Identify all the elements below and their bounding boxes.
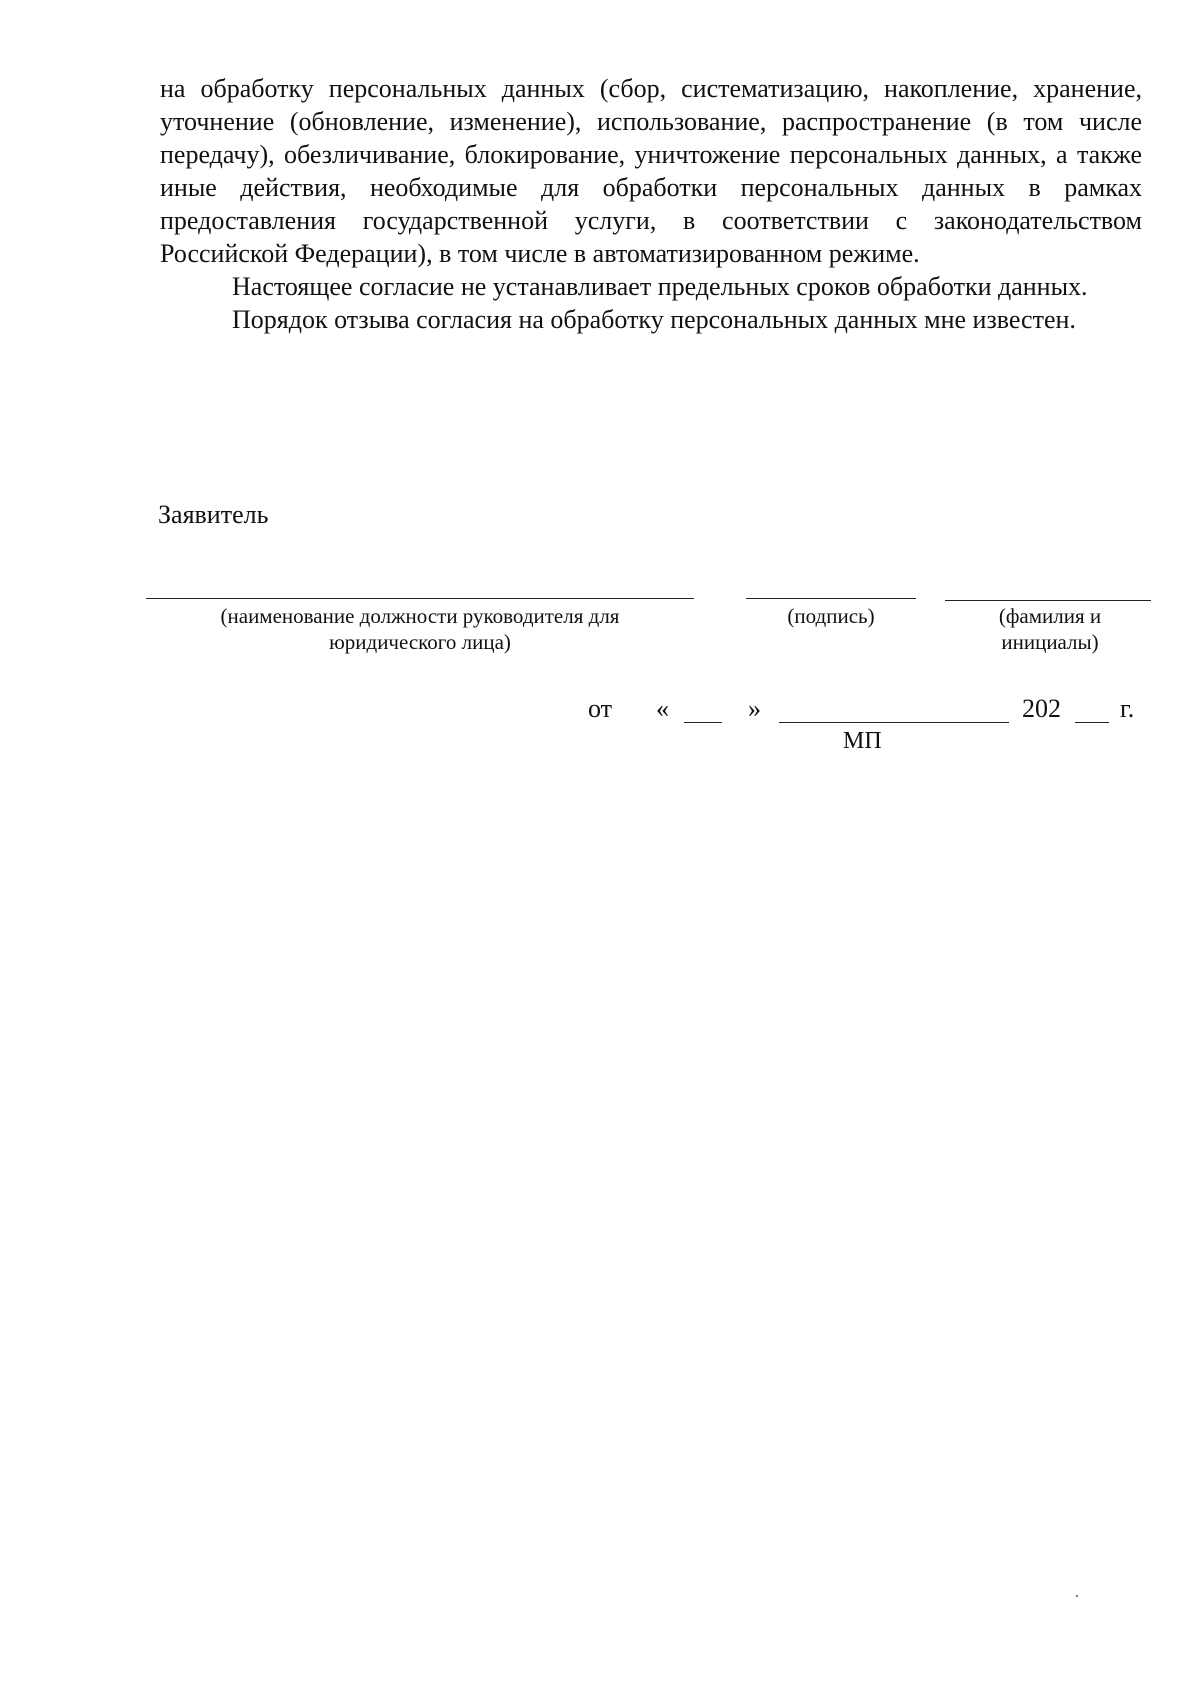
paragraph-processing-scope: на обработку персональных данных (сбор, систематизацию, накопление, хранение, уточнение (обновление, изменение), использование, распространение (в том числе передачу), обезличивание, блокирование, уничтожение персональных данных, а также иные действия, необходимые для обработки персональных данных в рамках предоставления государственной услуги, в соответствии с законодательством Российской Федерации), в том числе в автоматизированном режиме.	[160, 74, 1142, 268]
scan-speck	[1076, 1595, 1078, 1597]
name-line	[945, 600, 1151, 601]
applicant-label: Заявитель	[158, 500, 269, 529]
name-caption	[965, 603, 1135, 655]
date-from-label: от	[588, 694, 613, 723]
signature-caption: (подпись)	[787, 604, 875, 628]
consent-text	[160, 72, 1142, 336]
date-close-quote: »	[748, 694, 761, 723]
position-caption	[146, 603, 694, 655]
month-blank	[779, 722, 1009, 723]
year-prefix: 202	[1022, 694, 1061, 723]
position-caption-line2: юридического лица)	[329, 630, 511, 654]
stamp-label: МП	[843, 728, 882, 754]
signature-line	[746, 598, 916, 599]
paragraph-term: Настоящее согласие не устанавливает предельных сроков обработки данных.	[232, 272, 1088, 301]
day-blank	[684, 722, 722, 723]
position-line	[146, 598, 694, 599]
date-open-quote: «	[656, 694, 669, 723]
name-caption-line2: инициалы)	[1001, 630, 1099, 654]
paragraph-revocation: Порядок отзыва согласия на обработку персональных данных мне известен.	[232, 305, 1076, 334]
name-caption-line1: (фамилия и	[998, 604, 1102, 628]
year-suffix: г.	[1120, 694, 1135, 723]
position-caption-line1: (наименование должности руководителя для	[220, 604, 620, 628]
year-blank	[1075, 722, 1109, 723]
